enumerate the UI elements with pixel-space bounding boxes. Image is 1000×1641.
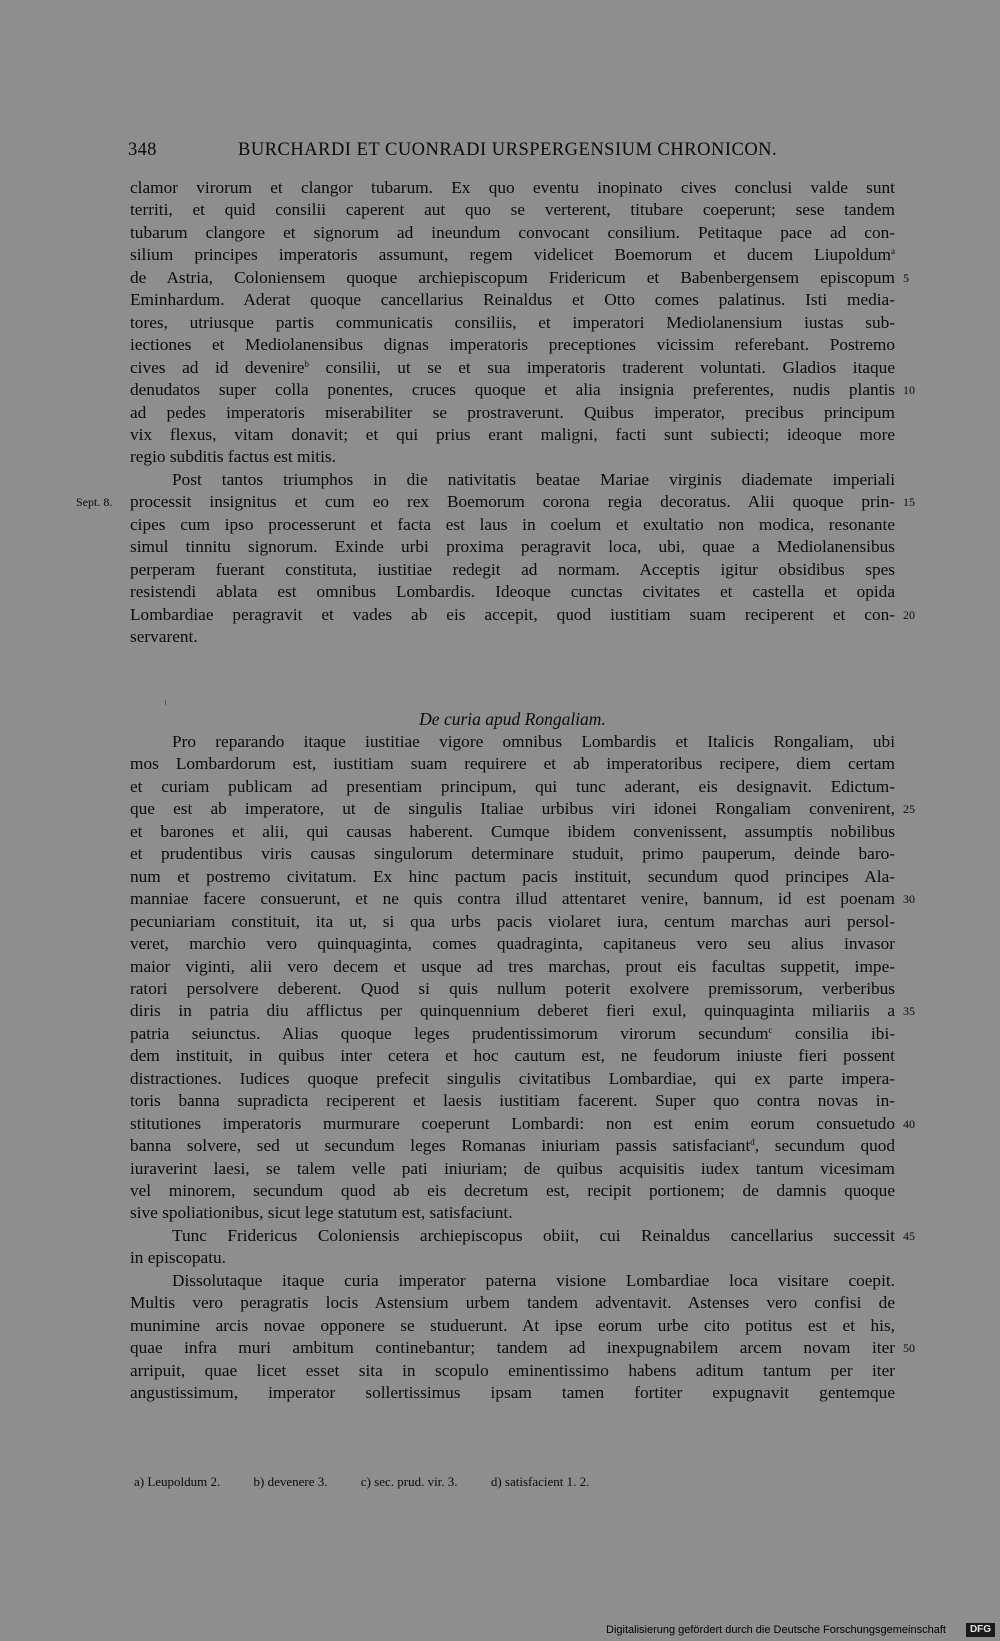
text-line bbox=[130, 423, 895, 446]
text-line bbox=[130, 243, 895, 266]
margin-date: Sept. 8. bbox=[76, 495, 113, 509]
line-text: Pro reparando itaque iustitiae vigore omnibus Lombardis et Italicis Rongaliam, ubi bbox=[172, 732, 895, 751]
line-text: banna solvere, sed ut secundum leges Romanas iniuriam passis satisfaciant bbox=[130, 1136, 751, 1156]
line-text: sive spoliationibus, sicut lege statutum est, satisfaciunt. bbox=[130, 1203, 513, 1223]
text-line bbox=[130, 1134, 895, 1157]
line-number: 10 bbox=[903, 383, 915, 398]
text-line bbox=[130, 1179, 895, 1202]
line-text-rest: , secundum quod bbox=[754, 1136, 896, 1156]
text-line bbox=[130, 1381, 895, 1404]
text-line bbox=[130, 1044, 895, 1067]
line-text: servarent. bbox=[130, 627, 198, 646]
page-number: 348 bbox=[128, 140, 157, 160]
footnote-c: c) sec. prud. vir. 3. bbox=[360, 1474, 458, 1489]
line-number: 20 bbox=[903, 607, 915, 622]
line-text-rest: consilii, ut se et sua imperatoris traderent voluntati. Gladios itaque bbox=[308, 357, 895, 377]
footnote-marker: c bbox=[768, 1024, 773, 1035]
line-text: territi, et quid consilii caperent aut quo se verterent, titubare coeperunt; sese tandem bbox=[130, 200, 895, 220]
line-number: 45 bbox=[903, 1228, 915, 1243]
text-line bbox=[130, 955, 895, 978]
line-text: processit insignitus et cum eo rex Boemorum corona regia decoratus. Alii quoque prin- bbox=[130, 492, 895, 512]
text-line bbox=[130, 266, 895, 289]
line-text: denudatos super colla ponentes, cruces quoque et alia insignia preferentes, nudis plantis bbox=[130, 380, 895, 400]
line-number: 35 bbox=[903, 1004, 915, 1019]
line-text: cives ad id devenire bbox=[130, 357, 305, 377]
line-text: Multis vero peragratis locis Astensium urbem tandem adventavit. Astenses vero confisi de bbox=[130, 1293, 895, 1313]
line-number: 40 bbox=[903, 1116, 915, 1131]
text-line bbox=[130, 910, 895, 933]
footnote-marker: a bbox=[891, 246, 895, 257]
line-text: cipes cum ipso processerunt et facta est laus in coelum et exultatio non modica, resonante bbox=[130, 514, 895, 534]
text-line bbox=[130, 603, 895, 626]
line-text: de Astria, Coloniensem quoque archiepiscopum Fridericum et Babenbergensem episcopum bbox=[130, 267, 895, 287]
text-line bbox=[130, 842, 895, 865]
line-text: stitutiones imperatoris murmurare coeperunt Lombardi: non est enim eorum consuetudo bbox=[130, 1113, 895, 1133]
text-line bbox=[130, 1359, 895, 1382]
line-text: in episcopatu. bbox=[130, 1248, 226, 1268]
line-text: pecuniariam constituit, ita ut, si qua urbs pacis violaret iura, centum marchas auri persol- bbox=[130, 911, 895, 931]
line-text: Eminhardum. Aderat quoque cancellarius Reinaldus et Otto comes palatinus. Isti media- bbox=[130, 290, 895, 310]
line-text: et prudentibus viris causas singulorum determinare studuit, primo pauperum, deinde baro- bbox=[130, 844, 895, 864]
line-text: iectiones et Mediolanensibus dignas imperatoris preceptiones vicissim referebant. Postremo bbox=[130, 335, 895, 355]
footnote-d: d) satisfacient 1. 2. bbox=[490, 1474, 590, 1489]
line-text: regio subditis factus est mitis. bbox=[130, 447, 336, 467]
line-text: toris banna supradicta reciperent et laesis iustitiam facerent. Super quo contra novas in- bbox=[130, 1091, 895, 1111]
line-text: tubarum clangore et signorum ad ineundum convocant consilium. Petitaque pace ad con- bbox=[130, 222, 895, 242]
line-number: 15 bbox=[903, 495, 915, 510]
text-line bbox=[130, 445, 895, 468]
text-line bbox=[130, 1157, 895, 1180]
line-text: vel minorem, secundum quod ab eis decretum est, recipit portionem; de damnis quoque bbox=[130, 1181, 895, 1200]
text-line bbox=[130, 198, 895, 221]
text-line bbox=[130, 288, 895, 311]
text-line bbox=[172, 1269, 895, 1292]
line-text: tores, utriusque partis communicatis consiliis, et imperatori Mediolanensium iustas sub- bbox=[130, 312, 895, 332]
line-text: Tunc Fridericus Coloniensis archiepiscopus obiit, cui Reinaldus cancellarius successit bbox=[172, 1225, 895, 1245]
text-line bbox=[130, 752, 895, 775]
text-line bbox=[130, 311, 895, 334]
line-text: angustissimum, imperator sollertissimus ipsam tamen fortiter expugnavit gentemque bbox=[130, 1383, 895, 1403]
line-text: Lombardiae peragravit et vades ab eis accepit, quod iustitiam suam reciperent et con- bbox=[130, 604, 895, 624]
text-line bbox=[130, 775, 895, 798]
line-text-rest: consilia ibi- bbox=[772, 1023, 895, 1043]
line-text: manniae facere consuerunt, et ne quis contra illud attentaret venire, bannum, id est poenam bbox=[130, 889, 895, 909]
text-line bbox=[130, 820, 895, 843]
text-line bbox=[130, 378, 895, 401]
footnotes bbox=[134, 1473, 734, 1491]
line-text: distractiones. Iudices quoque prefecit singulis civitatibus Lombardiae, qui ex parte impera- bbox=[130, 1068, 895, 1088]
text-line bbox=[130, 999, 895, 1022]
text-line bbox=[130, 865, 895, 888]
line-text: ad pedes imperatoris miserabiliter se prostraverunt. Quibus imperator, precibus principum bbox=[130, 402, 895, 422]
running-title: BURCHARDI ET CUONRADI URSPERGENSIUM CHRONICON. bbox=[238, 140, 778, 160]
footnote-b: b) devenere 3. bbox=[253, 1474, 328, 1489]
text-line bbox=[130, 221, 895, 244]
line-text: et curiam publicam ad presentiam principum, qui tunc aderant, eis designavit. Edictum- bbox=[130, 776, 895, 796]
line-number: 50 bbox=[903, 1341, 915, 1356]
line-number: 30 bbox=[903, 892, 915, 907]
text-line bbox=[130, 887, 895, 910]
footnote-marker: b bbox=[304, 358, 309, 369]
text-line bbox=[130, 535, 895, 558]
line-text: que est ab imperatore, ut de singulis Italiae urbibus viri idonei Rongaliam convenirent, bbox=[130, 799, 895, 819]
dfg-logo: DFG bbox=[966, 1623, 995, 1637]
line-text: quae infra muri ambitum continebantur; tandem ad inexpugnabilem arcem novam iter bbox=[130, 1338, 895, 1358]
text-line bbox=[130, 1246, 895, 1269]
text-line bbox=[130, 1067, 895, 1090]
line-text: simul tinnitu signorum. Exinde urbi proxima peragravit loca, ubi, quae a Mediolanensibus bbox=[130, 537, 895, 557]
text-line bbox=[130, 580, 895, 603]
line-text: mos Lombardorum est, iustitiam suam requirere et ab imperatoribus recipere, diem certam bbox=[130, 754, 895, 774]
line-text: clamor virorum et clangor tubarum. Ex quo eventu inopinato cives conclusi valde sunt bbox=[130, 178, 895, 197]
text-line bbox=[130, 797, 895, 820]
text-line bbox=[172, 468, 895, 491]
section-heading: De curia apud Rongaliam. bbox=[419, 709, 606, 729]
line-text: arripuit, quae licet esset sita in scopulo eminentissimo habens aditum tantum per iter bbox=[130, 1360, 895, 1380]
text-line bbox=[130, 356, 895, 379]
text-line bbox=[130, 932, 895, 955]
short-rule bbox=[165, 700, 166, 705]
line-text: Dissolutaque itaque curia imperator paterna visione Lombardiae loca visitare coepit. bbox=[172, 1270, 895, 1290]
text-line bbox=[130, 1336, 895, 1359]
text-line bbox=[130, 490, 895, 513]
line-number: 25 bbox=[903, 802, 915, 817]
line-number: 5 bbox=[903, 270, 909, 285]
line-text: resistendi ablata est omnibus Lombardis. Ideoque cunctas civitates et castella et opida bbox=[130, 582, 895, 602]
line-text: patria seiunctus. Alias quoque leges prudentissimorum virorum secundum bbox=[130, 1023, 769, 1043]
text-line bbox=[172, 730, 895, 753]
line-text: Post tantos triumphos in die nativitatis beatae Mariae virginis diademate imperiali bbox=[172, 469, 895, 489]
line-text: num et postremo civitatum. Ex hinc pactum pacis instituit, secundum quod principes Ala- bbox=[130, 866, 895, 886]
text-line bbox=[130, 176, 895, 199]
line-text: iuraverint laesi, se talem velle pati iniuriam; de quibus acquisitis iudex tantum vicesimam bbox=[130, 1158, 895, 1178]
line-text: dem instituit, in quibus inter cetera et hoc cautum est, ne feudorum iniuste fieri possent bbox=[130, 1046, 895, 1066]
line-text: munimine arcis novae opponere se studuerunt. At ipse eorum urbe cito potitus est et his, bbox=[130, 1315, 895, 1335]
text-line bbox=[130, 1201, 895, 1224]
line-text: veret, marchio vero quinquaginta, comes quadraginta, capitaneus vero seu alius invasor bbox=[130, 934, 895, 954]
line-text: vix flexus, vitam donavit; et qui prius erant maligni, facti sunt subiecti; ideoque more bbox=[130, 424, 895, 444]
text-line bbox=[130, 558, 895, 581]
text-line bbox=[130, 1089, 895, 1112]
line-text: diris in patria diu afflictus per quinquennium deberet fieri exul, quinquaginta miliariis a bbox=[130, 1001, 895, 1021]
text-line bbox=[130, 401, 895, 424]
text-line bbox=[130, 625, 895, 648]
footnote-marker: d bbox=[750, 1137, 755, 1148]
text-line bbox=[130, 333, 895, 356]
text-line bbox=[130, 513, 895, 536]
text-line bbox=[130, 1291, 895, 1314]
line-text: et barones et alii, qui causas haberent. Cumque ibidem convenissent, assumptis nobilibus bbox=[130, 821, 895, 841]
line-text: silium principes imperatoris assumunt, regem videlicet Boemorum et ducem Liupoldum bbox=[130, 245, 891, 265]
text-line bbox=[130, 1112, 895, 1135]
line-text: perperam fuerant constituta, iustitiae redegit ad normam. Acceptis igitur obsidibus spes bbox=[130, 559, 895, 579]
line-text: maior viginti, alii vero decem et usque ad tres marchas, prout eis facultas suppetit, impe- bbox=[130, 956, 895, 976]
text-line bbox=[130, 1314, 895, 1337]
text-line bbox=[172, 1224, 895, 1247]
text-line bbox=[130, 977, 895, 1000]
line-text: ratori persolvere deberent. Quod si quis nullum poterit exolvere premissorum, verberibus bbox=[130, 978, 895, 998]
text-line bbox=[130, 1022, 895, 1045]
dfg-credit: Digitalisierung gefördert durch die Deutsche Forschungsgemeinschaft bbox=[606, 1624, 946, 1636]
footnote-a: a) Leupoldum 2. bbox=[134, 1474, 221, 1489]
